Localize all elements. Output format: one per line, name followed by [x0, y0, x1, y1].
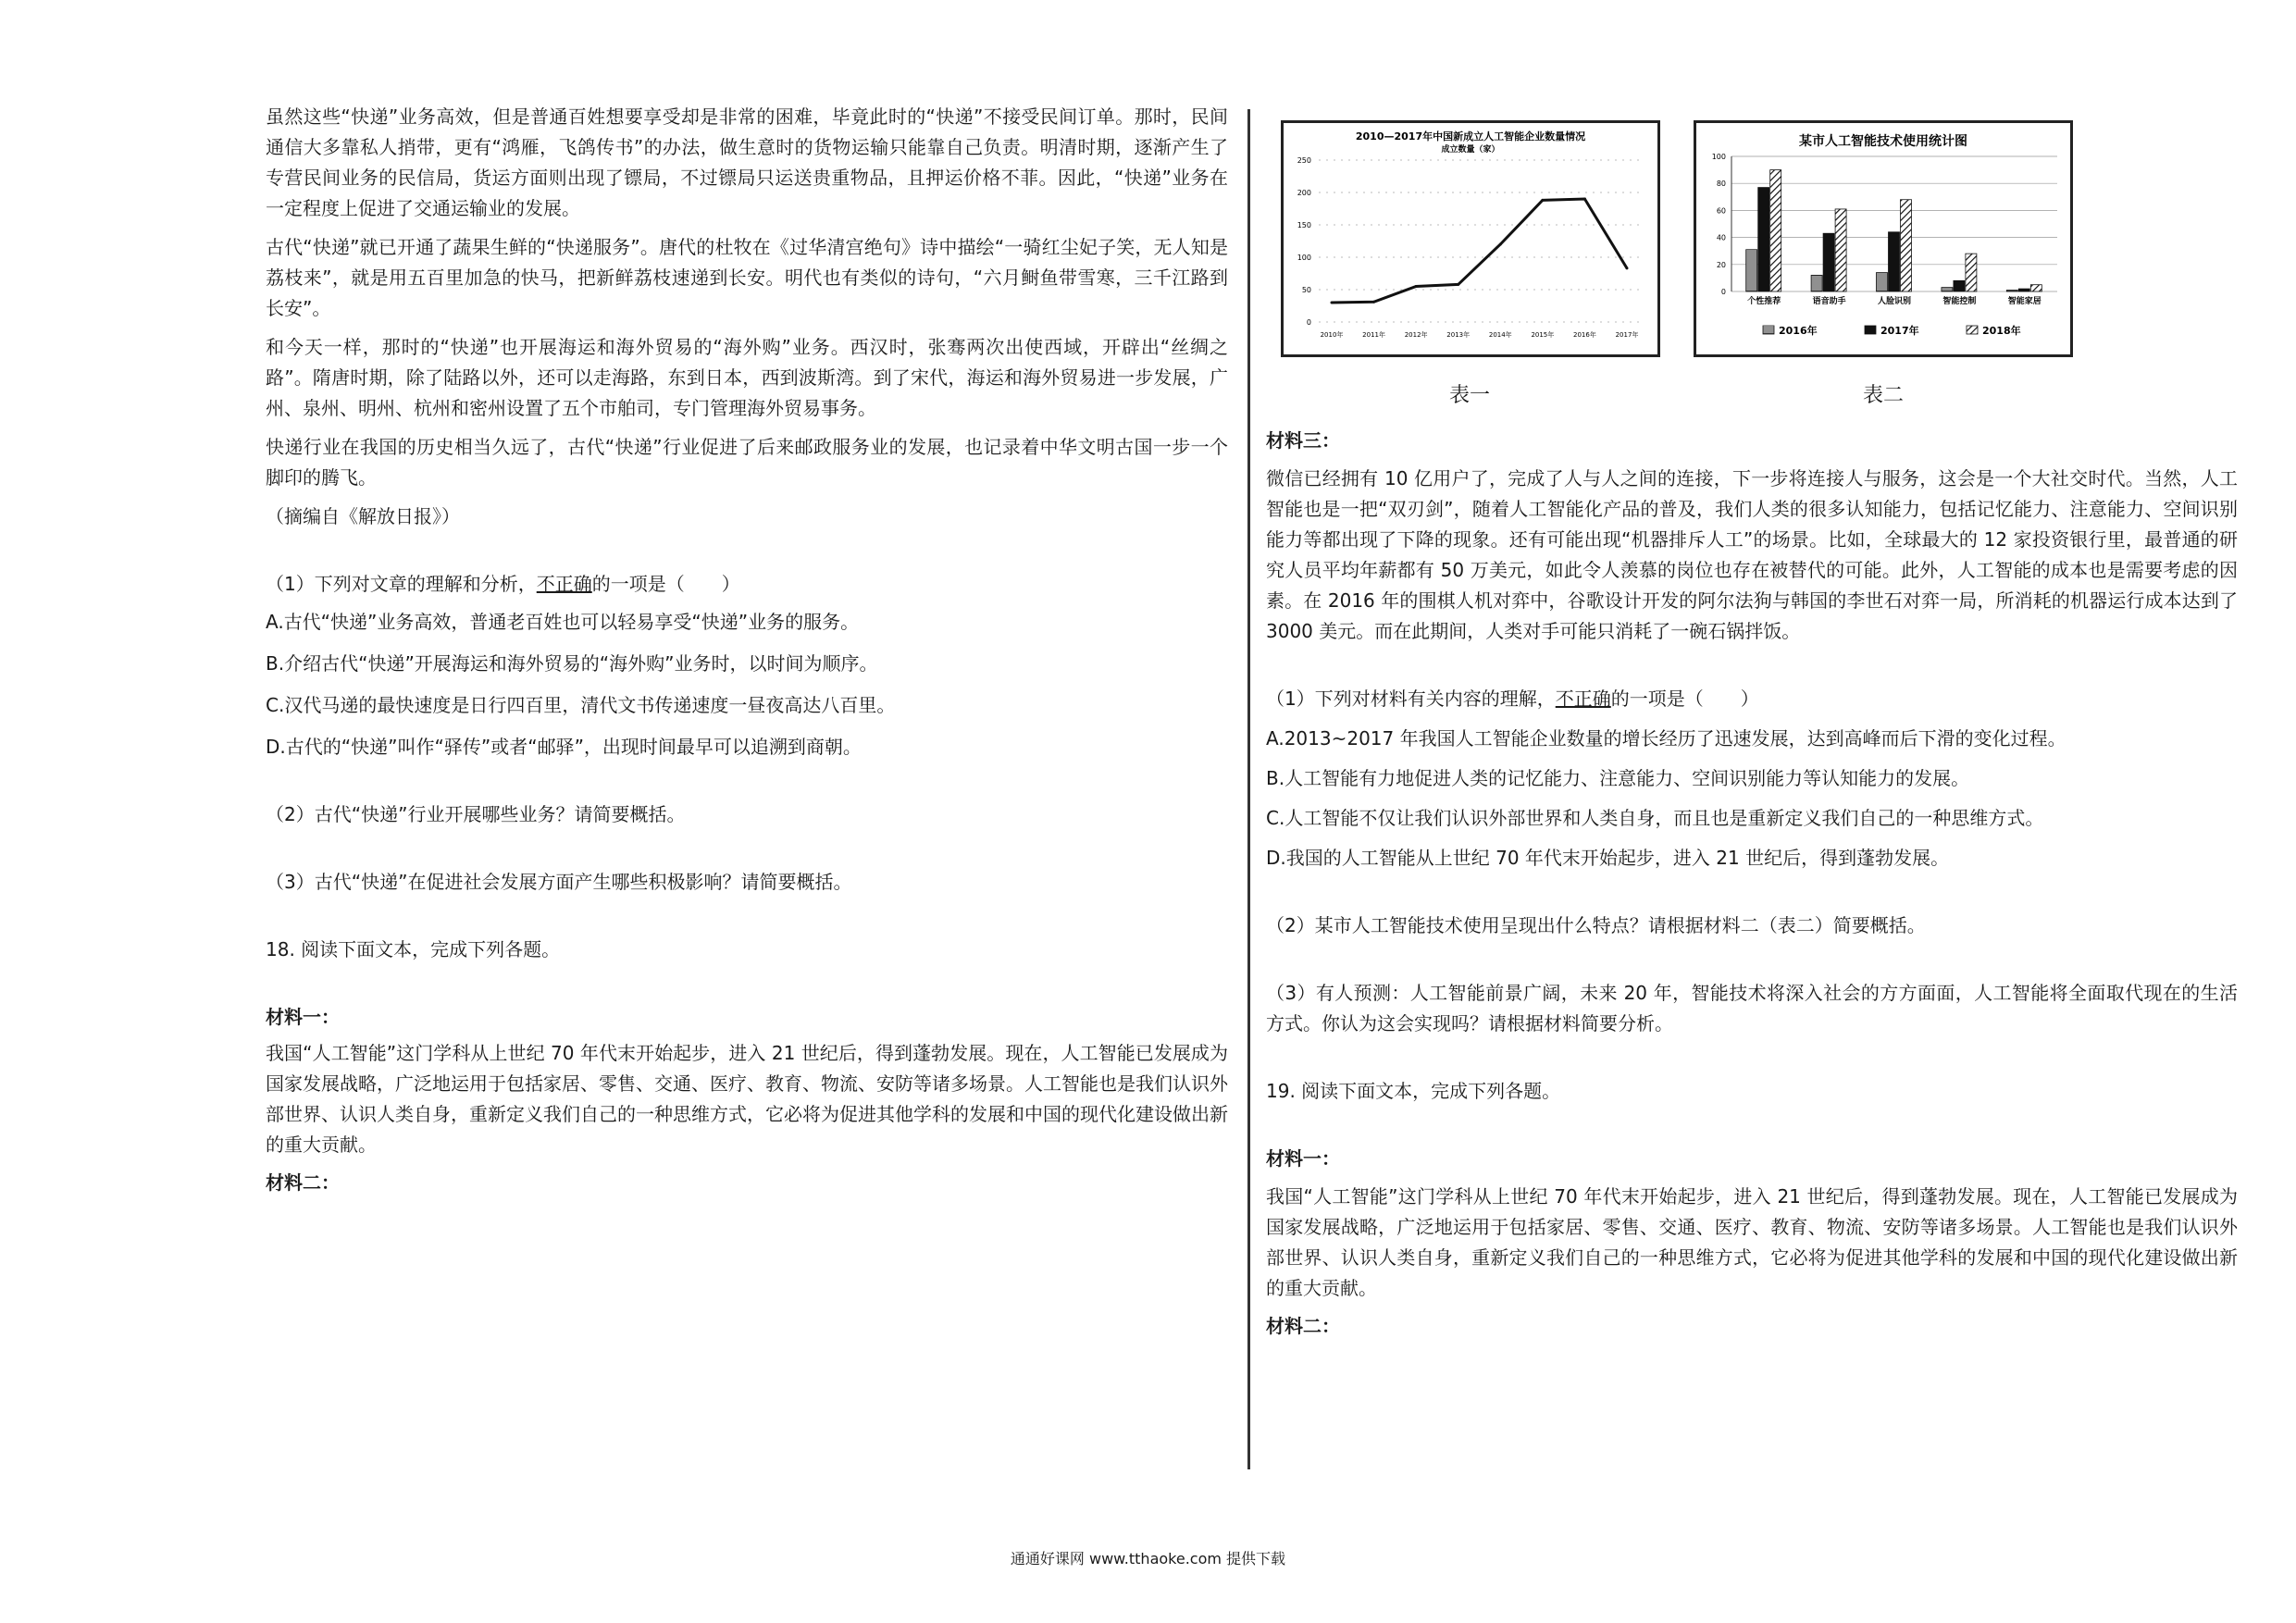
- y-tick-label: 0: [1720, 288, 1726, 296]
- x-tick-label: 智能控制: [1942, 297, 1977, 306]
- bar: [1770, 170, 1781, 291]
- option-d: D.我国的人工智能从上世纪 70 年代末开始起步，进入 21 世纪后，得到蓬勃发展。: [1266, 847, 1950, 869]
- x-tick-label: 语音助手: [1812, 297, 1846, 306]
- y-tick-label: 80: [1716, 180, 1726, 189]
- y-tick-label: 0: [1306, 318, 1311, 327]
- question-2: （2）古代“快递”行业开展哪些业务？请简要概括。: [266, 803, 686, 825]
- x-tick-label: 智能家居: [2007, 297, 2042, 306]
- y-tick-label: 250: [1297, 156, 1311, 165]
- chart-caption-1: 表一: [1449, 384, 1491, 407]
- bar: [1835, 209, 1846, 291]
- data-point: [1626, 266, 1629, 269]
- y-tick-label: 100: [1711, 153, 1726, 161]
- y-tick-label: 150: [1297, 221, 1311, 229]
- material-1-text: 我国“人工智能”这门学科从上世纪 70 年代末开始起步，进入 21 世纪后，得到蓬勃发展。现在，人工智能已发展成为国家发展战略，广泛地运用于包括家居、零售、交通、医疗、教育、物流、安防等诸多场景。人工智能也是我们认识外部世界、认识人类自身，重新定义我们自己的一种思维方式，它必将为促进其他学科的发展和中国的现代化建设做出新的重大贡献。: [1266, 1185, 2238, 1299]
- bar: [2030, 285, 2042, 291]
- data-point: [1372, 301, 1375, 304]
- bar-chart-frame: [1694, 120, 2073, 357]
- material-1-text: 我国“人工智能”这门学科从上世纪 70 年代末开始起步，进入 21 世纪后，得到蓬勃发展。现在，人工智能已发展成为国家发展战略，广泛地运用于包括家居、零售、交通、医疗、教育、物流、安防等诸多场景。人工智能也是我们认识外部世界、认识人类自身，重新定义我们自己的一种思维方式，它必将为促进其他学科的发展和中国的现代化建设做出新的重大贡献。: [266, 1042, 1228, 1156]
- line-chart: [1284, 123, 1657, 354]
- y-tick-label: 200: [1297, 189, 1311, 197]
- y-tick-label: 40: [1716, 233, 1726, 242]
- bar: [1901, 200, 1912, 291]
- y-tick-label: 50: [1301, 286, 1311, 294]
- question-1: （1）下列对材料有关内容的理解，不正确的一项是（ ）: [1266, 688, 1759, 710]
- option-c: C.汉代马递的最快速度是日行四百里，清代文书传递速度一昼夜高达八百里。: [266, 694, 896, 716]
- paragraph: 古代“快递”就已开通了蔬果生鲜的“快递服务”。唐代的杜牧在《过华清宫绝句》诗中描绘“一骑红尘妃子笑，无人知是荔枝来”，就是用五百里加急的快马，把新鲜荔枝速递到长安。明代也有类似的诗句，“六月鲥鱼带雪寒，三千江路到长安”。: [266, 236, 1228, 319]
- question-3: （3）有人预测：人工智能前景广阔，未来 20 年，智能技术将深入社会的方方面面，人工智能将全面取代现在的生活方式。你认为这会实现吗？请根据材料简要分析。: [1266, 982, 2238, 1035]
- bar: [1746, 250, 1757, 291]
- legend-swatch: [1865, 326, 1876, 334]
- paragraph: 虽然这些“快递”业务高效，但是普通百姓想要享受却是非常的困难，毕竟此时的“快递”不接受民间订单。那时，民间通信大多靠私人捎带，更有“鸿雁，飞鸽传书”的办法，做生意时的货物运输只能靠自己负责。明清时期，逐渐产生了专营民间业务的民信局，货运方面则出现了镖局，不过镖局只运送贵重物品，且押运价格不菲。因此，“快递”业务在一定程度上促进了交通运输业的发展。: [266, 105, 1228, 219]
- footer: 通通好课网 www.tthaoke.com 提供下载: [1010, 1550, 1286, 1567]
- legend-swatch: [1763, 326, 1774, 334]
- material-1-title: 材料一：: [266, 1006, 340, 1028]
- option-a: A.2013~2017 年我国人工智能企业数量的增长经历了迅速发展，达到高峰而后下滑的变化过程。: [1266, 727, 2066, 750]
- option-c: C.人工智能不仅让我们认识外部世界和人类自身，而且也是重新定义我们自己的一种思维方式。: [1266, 807, 2044, 829]
- chart-subtitle: 成立数量（家）: [1441, 145, 1500, 155]
- x-tick-label: 2011年: [1362, 331, 1385, 339]
- material-3-title: 材料三：: [1266, 429, 1340, 452]
- chart-caption-2: 表二: [1863, 384, 1905, 407]
- x-tick-label: 2017年: [1615, 331, 1639, 339]
- question-18: 18. 阅读下面文本，完成下列各题。: [266, 938, 561, 960]
- question-1: （1）下列对文章的理解和分析，不正确的一项是（ ）: [266, 573, 740, 595]
- x-tick-label: 个性推荐: [1747, 297, 1781, 306]
- right-column: [1266, 120, 2238, 1342]
- option-b: B.介绍古代“快递”开展海运和海外贸易的“海外购”业务时，以时间为顺序。: [266, 652, 878, 675]
- material-3-text: 微信已经拥有 10 亿用户了，完成了人与人之间的连接，下一步将连接人与服务，这会是一个大社交时代。当然，人工智能也是一把“双刃剑”，随着人工智能化产品的普及，我们人类的很多认知能力，包括记忆能力、注意能力、空间识别能力等都出现了下降的现象。还有可能出现“机器排斥人工”的场景。比如，全球最大的 12 家投资银行里，最普通的研究人员平均年薪都有 50 万美元，如此令人羡慕的岗位也存在被替代的可能。此外，人工智能的成本也是需要考虑的因素。在 2016 年的围棋人机对弈中，谷歌设计开发的阿尔法狗与韩国的李世石对弈一局，所消耗的机器运行成本达到了 3000 美元。而在此期间，人类对手可能只消耗了一碗石锅拌饭。: [1266, 467, 2238, 642]
- bar: [1966, 254, 1977, 291]
- x-tick-label: 2016年: [1573, 331, 1596, 339]
- data-point: [1331, 302, 1334, 304]
- underlined-text: 不正确: [536, 573, 592, 595]
- x-tick-label: 2010年: [1320, 331, 1344, 339]
- data-point: [1457, 283, 1459, 286]
- left-column: [266, 102, 1228, 1198]
- legend-label: 2018年: [1982, 325, 2021, 337]
- bar-chart: [1696, 123, 2070, 354]
- legend-swatch: [1967, 326, 1978, 334]
- bar: [2018, 289, 2029, 291]
- y-tick-label: 100: [1297, 254, 1311, 262]
- data-point: [1415, 285, 1418, 288]
- data-point: [1583, 198, 1586, 201]
- y-tick-label: 20: [1716, 260, 1726, 269]
- x-tick-label: 2015年: [1531, 331, 1555, 339]
- legend-label: 2016年: [1779, 325, 1818, 337]
- series-line: [1332, 199, 1627, 303]
- line-chart-frame: [1281, 120, 1660, 357]
- question-2: （2）某市人工智能技术使用呈现出什么特点？请根据材料二（表二）简要概括。: [1266, 914, 1926, 936]
- chart-title: 2010—2017年中国新成立人工智能企业数量情况: [1355, 130, 1586, 142]
- option-d: D.古代的“快递”叫作“驿传”或者“邮驿”，出现时间最早可以追溯到商朝。: [266, 736, 862, 758]
- paragraph: 快递行业在我国的历史相当久远了，古代“快递”行业促进了后来邮政服务业的发展，也记录着中华文明古国一步一个脚印的腾飞。: [266, 436, 1228, 489]
- data-point: [1541, 199, 1544, 202]
- source-note: （摘编自《解放日报》）: [266, 505, 460, 527]
- question-3: （3）古代“快递”在促进社会发展方面产生哪些积极影响？请简要概括。: [266, 871, 852, 893]
- legend-label: 2017年: [1880, 325, 1919, 337]
- bar: [1823, 233, 1834, 291]
- option-b: B.人工智能有力地促进人类的记忆能力、注意能力、空间识别能力等认知能力的发展。: [1266, 767, 1970, 789]
- x-tick-label: 2012年: [1404, 331, 1428, 339]
- y-tick-label: 60: [1716, 206, 1726, 216]
- bar: [1811, 275, 1822, 291]
- material-1-title: 材料一：: [1266, 1147, 1340, 1170]
- underlined-text: 不正确: [1555, 688, 1611, 710]
- x-tick-label: 2013年: [1446, 331, 1471, 339]
- material-2-title: 材料二：: [1266, 1315, 1340, 1337]
- option-a: A.古代“快递”业务高效，普通老百姓也可以轻易享受“快递”业务的服务。: [266, 611, 860, 633]
- bar: [1942, 288, 1953, 291]
- bar: [1877, 273, 1888, 291]
- x-tick-label: 人脸识别: [1877, 297, 1912, 306]
- question-19: 19. 阅读下面文本，完成下列各题。: [1266, 1080, 1561, 1102]
- bar: [1758, 188, 1769, 291]
- bar: [1954, 280, 1965, 291]
- column-divider: [1247, 109, 1250, 1469]
- x-tick-label: 2014年: [1488, 331, 1512, 339]
- charts-area: [1266, 120, 2238, 416]
- data-point: [1499, 243, 1502, 246]
- paragraph: 和今天一样，那时的“快递”也开展海运和海外贸易的“海外购”业务。西汉时，张骞两次出使西域，开辟出“丝绸之路”。隋唐时期，除了陆路以外，还可以走海路，东到日本，西到波斯湾。到了宋代，海运和海外贸易进一步发展，广州、泉州、明州、杭州和密州设置了五个市舶司，专门管理海外贸易事务。: [266, 336, 1228, 419]
- bar: [1889, 232, 1900, 291]
- material-2-title: 材料二：: [266, 1171, 340, 1194]
- chart-title: 某市人工智能技术使用统计图: [1799, 134, 1967, 149]
